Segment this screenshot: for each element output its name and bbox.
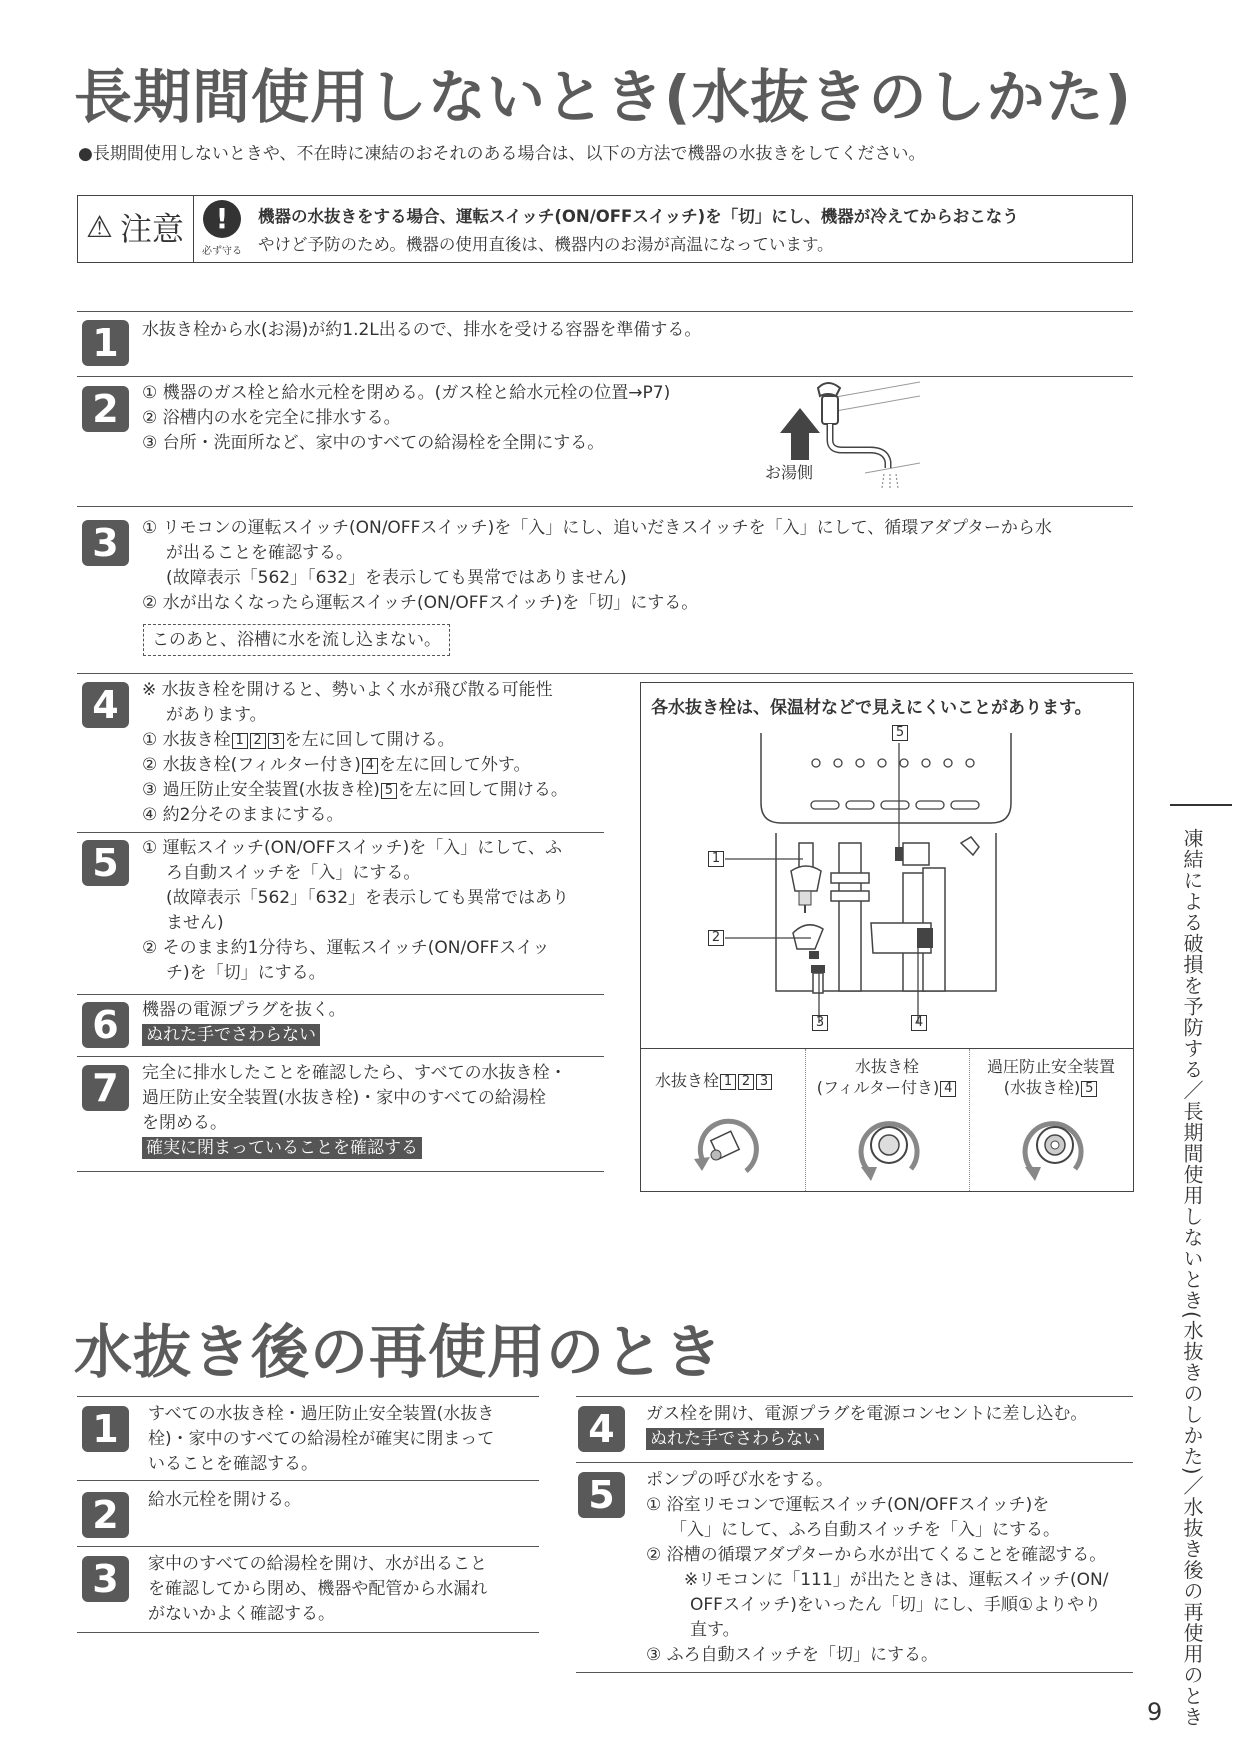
page-number: 9 — [1147, 1698, 1163, 1726]
caution-label-cell — [78, 196, 194, 262]
water-heater-diagram — [641, 723, 1133, 1073]
warning-label: ぬれた手でさわらない — [646, 1428, 824, 1450]
page-title: 長期間使用しないとき(水抜きのしかた) — [74, 63, 1133, 131]
rule — [576, 1396, 1133, 1397]
step-number-6: 6 — [82, 1002, 129, 1048]
reuse-step-number-5: 5 — [578, 1472, 625, 1518]
label-5: 5 — [892, 725, 908, 741]
step-number-1: 1 — [82, 320, 129, 366]
rule — [77, 311, 1133, 312]
faucet-hot-side-label: お湯側 — [765, 460, 813, 483]
bullet-icon: ● — [78, 144, 93, 164]
rule — [77, 994, 604, 995]
rule — [77, 1171, 604, 1172]
reuse-step-5-text: ポンプの呼び水をする。 ① 浴室リモコンで運転スイッチ(ON/OFFスイッチ)を 「入」にして、ふろ自動スイッチを「入」にする。 ② 浴槽の循環アダプターから水が出てくることを確認する。 ※リモコンに「111」が出たときは、運転スイッチ(ON/ OFFスイッチ)をいったん「切」にし、手順①よりやり 直す。 ③ ふろ自動スイッチを「切」にする。 — [646, 1470, 1109, 1665]
step-number-4: 4 — [82, 682, 129, 728]
step-number-3: 3 — [82, 520, 129, 566]
intro-text: ●長期間使用しないときや、不在時に凍結のおそれのある場合は、以下の方法で機器の水抜きをしてください。 — [78, 144, 926, 164]
section-title-reuse: 水抜き後の再使用のとき — [74, 1318, 724, 1386]
step-number-7: 7 — [82, 1065, 129, 1111]
reuse-step-4-text: ガス栓を開け、電源プラグを電源コンセントに差し込む。 ぬれた手でさわらない — [646, 1404, 1088, 1449]
drain-plug-figure — [640, 682, 1134, 1192]
label-4: 4 — [911, 1015, 927, 1031]
reuse-step-3-text: 家中のすべての給湯栓を開け、水が出ること を確認してから閉め、機器や配管から水漏れ がないかよく確認する。 — [148, 1554, 488, 1624]
rule — [77, 1396, 539, 1397]
rule — [77, 1056, 604, 1057]
warning-label: ぬれた手でさわらない — [142, 1024, 320, 1046]
label-3: 3 — [812, 1015, 828, 1031]
caution-note-text: やけど予防のため。機器の使用直後は、機器内のお湯が高温になっています。 — [258, 235, 834, 254]
rule — [77, 832, 604, 833]
col1-label: 水抜き栓 1 2 3 — [655, 1068, 773, 1091]
label-2: 2 — [708, 930, 724, 946]
caution-box — [77, 195, 1133, 263]
figure-header: 各水抜き栓は、保温材などで見えにくいことがあります。 — [651, 698, 1092, 718]
step-1-text: 水抜き栓から水(お湯)が約1.2L出るので、排水を受ける容器を準備する。 — [142, 320, 702, 340]
rotate-left-safety-icon — [1013, 1111, 1093, 1183]
step-5-text: ① 運転スイッチ(ON/OFFスイッチ)を「入」にして、ふ ろ自動スイッチを「入」にする。 (故障表示「562」「632」を表示しても異常ではあり ません) ② そのまま約1分待ち、運転スイッチ(ON/OFFスイッ チ)を「切」にする。 — [142, 838, 570, 983]
must-icon: ! — [203, 200, 241, 238]
figure-col-divider — [805, 1049, 806, 1191]
step-number-5: 5 — [82, 840, 129, 886]
step-number-2: 2 — [82, 386, 129, 432]
step-3-text: ① リモコンの運転スイッチ(ON/OFFスイッチ)を「入」にし、追いだきスイッチを「入」にして、循環アダプターから水 が出ることを確認する。 (故障表示「562」「632」を表示しても異常ではありません) ② 水が出なくなったら運転スイッチ(ON/OFFスイッチ)を「切」にする。 — [142, 518, 1052, 613]
rule — [77, 673, 1133, 674]
reuse-step-1-text: すべての水抜き栓・過圧防止安全装置(水抜き 栓)・家中のすべての給湯栓が確実に閉まって いることを確認する。 — [148, 1404, 495, 1474]
caution-bold-text: 機器の水抜きをする場合、運転スイッチ(ON/OFFスイッチ)を「切」にし、機器が冷えてからおこなう — [258, 207, 1019, 226]
rule — [77, 1546, 539, 1547]
step-3-dashed-note: このあと、浴槽に水を流し込まない。 — [143, 624, 450, 656]
figure-col-divider — [969, 1049, 970, 1191]
rotate-left-remove-icon — [849, 1111, 929, 1183]
step-6-text: 機器の電源プラグを抜く。 ぬれた手でさわらない — [142, 1000, 346, 1045]
sidebar-section-title: 凍結による破損を予防する／長期間使用しないとき(水抜きのしかた)／水抜き後の再使用のとき — [1180, 828, 1204, 1728]
reuse-step-2-text: 給水元栓を開ける。 — [148, 1490, 301, 1510]
step-4-text: ※ 水抜き栓を開けると、勢いよく水が飛び散る可能性 があります。 ① 水抜き栓 1 2 3 を左に回して開ける。 ② 水抜き栓(フィルター付き) 4 を左に回して外す。 ③ 過圧防止安全装置(水抜き栓) 5 を左に回して開ける。 ④ 約2分そのままにする。 — [142, 680, 568, 825]
reuse-step-number-3: 3 — [82, 1556, 129, 1602]
warning-label: 確実に閉まっていることを確認する — [142, 1137, 422, 1159]
reuse-step-number-1: 1 — [82, 1406, 129, 1452]
step-2-text: ① 機器のガス栓と給水元栓を閉める。(ガス栓と給水元栓の位置→P7) ② 浴槽内の水を完全に排水する。 ③ 台所・洗面所など、家中のすべての給湯栓を全開にする。 — [142, 383, 671, 453]
faucet-illustration — [760, 378, 920, 502]
rule — [77, 376, 1133, 377]
must-sub-label: 必ず守る — [202, 246, 242, 257]
rule — [77, 1632, 539, 1633]
warning-triangle-icon: ⚠ — [86, 210, 113, 245]
label-1: 1 — [708, 851, 724, 867]
reuse-step-number-4: 4 — [578, 1406, 625, 1452]
col2-label: 水抜き栓 (フィルター付き) 4 — [807, 1056, 967, 1098]
step-7-text: 完全に排水したことを確認したら、すべての水抜き栓・ 過圧防止安全装置(水抜き栓)・家中のすべての給湯栓 を閉める。 確実に閉まっていることを確認する — [142, 1063, 567, 1158]
rule — [77, 1480, 539, 1481]
sidebar-rule — [1170, 804, 1232, 806]
rotate-left-open-icon — [686, 1113, 766, 1183]
col3-label: 過圧防止安全装置 (水抜き栓) 5 — [986, 1057, 1115, 1097]
reuse-step-number-2: 2 — [82, 1492, 129, 1538]
caution-label: 注意 — [120, 210, 185, 248]
rule — [77, 506, 1133, 507]
rule — [576, 1462, 1133, 1463]
rule — [576, 1672, 1133, 1673]
figure-divider — [641, 1048, 1133, 1049]
